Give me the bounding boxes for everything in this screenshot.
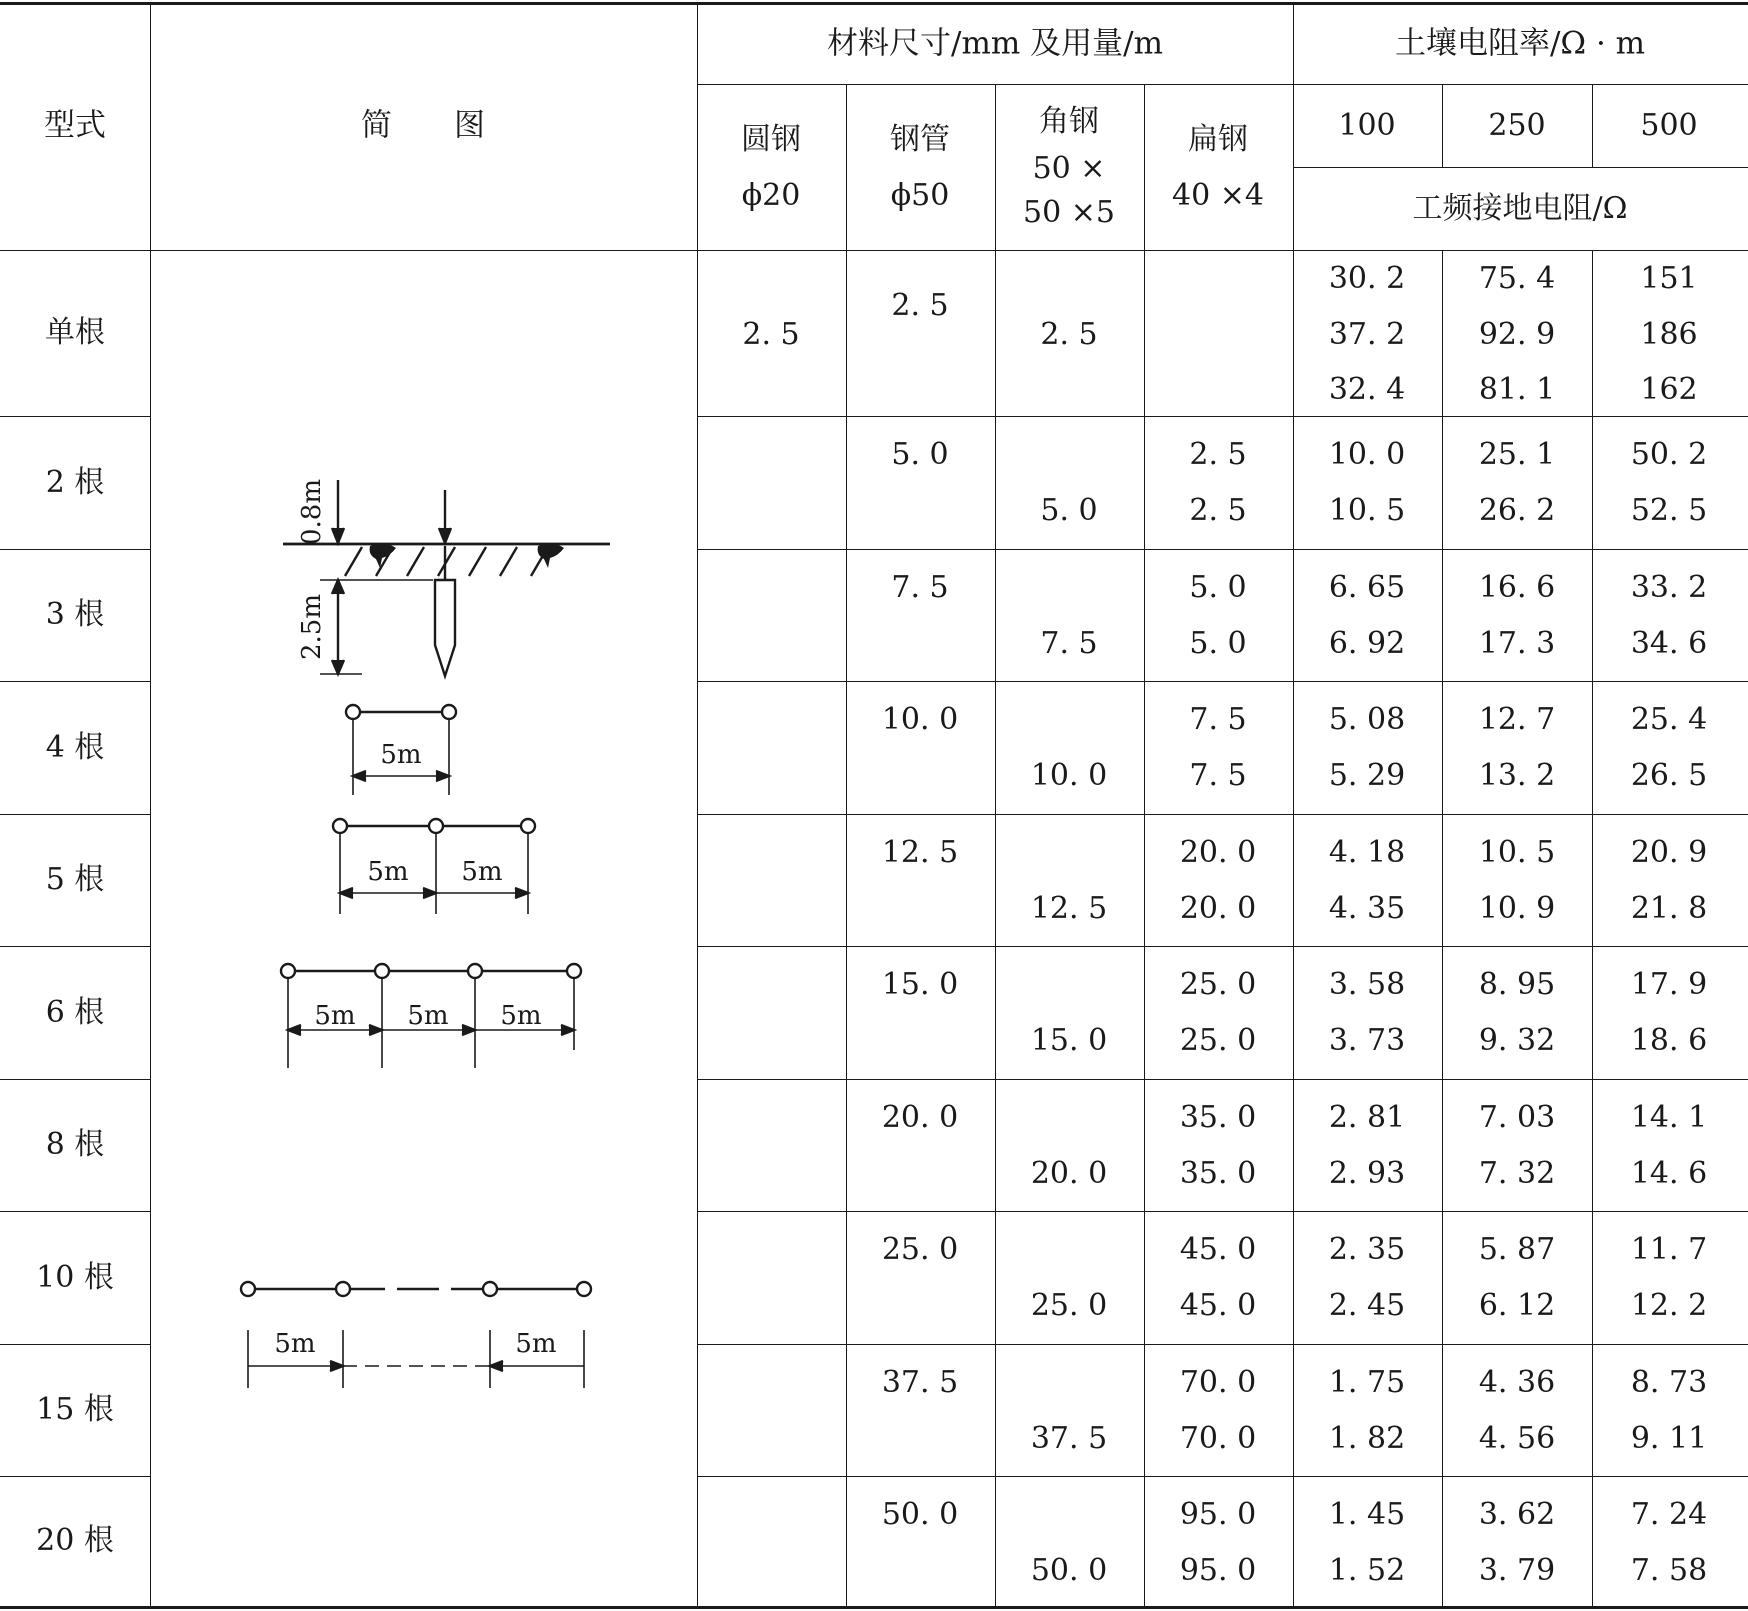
row-type-label: 6 根 — [45, 994, 105, 1030]
electrode-circle — [336, 1282, 350, 1296]
cell-steel-pipe: 20. 0 — [881, 1100, 959, 1135]
electrode-circle — [483, 1282, 497, 1296]
cell-angle-steel: 25. 0 — [1030, 1288, 1108, 1323]
row-type-label: 8 根 — [45, 1127, 105, 1162]
electrode-circle — [442, 705, 456, 719]
length-arrow — [332, 660, 344, 674]
cell-steel-pipe: 15. 0 — [881, 967, 959, 1002]
cell-resistance-100: 10. 5 — [1328, 493, 1406, 528]
cell-resistance-250: 6. 12 — [1478, 1288, 1556, 1323]
cell-steel-pipe: 2. 5 — [891, 288, 949, 323]
cell-resistance-100: 2. 35 — [1328, 1232, 1406, 1267]
cell-flat-steel: 45. 0 — [1179, 1232, 1257, 1267]
electrode-rod — [435, 580, 455, 676]
cell-resistance-500: 52. 5 — [1630, 493, 1708, 528]
spacing-label: 5m — [314, 1001, 356, 1031]
cell-steel-pipe: 10. 0 — [881, 702, 959, 737]
row-type-label: 2 根 — [45, 464, 105, 500]
cell-resistance-250: 3. 62 — [1478, 1497, 1556, 1532]
cell-resistance-100: 30. 2 — [1328, 261, 1406, 296]
cell-flat-steel: 7. 5 — [1189, 758, 1247, 793]
cell-resistance-100: 2. 81 — [1328, 1100, 1406, 1135]
header-angle-steel: 角钢 — [1039, 104, 1099, 139]
depth-arrow — [332, 528, 344, 543]
spacing-label: 5m — [380, 740, 422, 770]
cell-resistance-100: 6. 65 — [1328, 570, 1406, 605]
cell-flat-steel: 2. 5 — [1189, 493, 1247, 528]
cell-resistance-100: 5. 29 — [1328, 758, 1406, 793]
cell-resistance-250: 10. 5 — [1478, 835, 1556, 870]
cell-resistance-250: 17. 3 — [1478, 626, 1556, 661]
depth-arrow — [439, 528, 451, 543]
cell-angle-steel: 37. 5 — [1030, 1421, 1108, 1456]
cell-flat-steel: 2. 5 — [1189, 437, 1247, 472]
cell-resistance-500: 17. 9 — [1630, 967, 1708, 1002]
spacing-label: 5m — [274, 1329, 316, 1359]
spacing-label: 5m — [500, 1001, 542, 1031]
cell-resistance-250: 3. 79 — [1478, 1553, 1556, 1588]
cell-angle-steel: 50. 0 — [1030, 1553, 1108, 1588]
cell-resistance-500: 34. 6 — [1630, 626, 1708, 661]
cell-angle-steel: 10. 0 — [1030, 758, 1108, 793]
cell-flat-steel: 20. 0 — [1179, 835, 1257, 870]
electrode-circle — [429, 819, 443, 833]
cell-steel-pipe: 25. 0 — [881, 1232, 959, 1267]
row-type-label: 20 根 — [36, 1523, 114, 1558]
row-type-label: 5 根 — [45, 862, 105, 897]
cell-resistance-500: 9. 11 — [1630, 1421, 1708, 1456]
cell-resistance-100: 1. 45 — [1328, 1497, 1406, 1532]
cell-resistance-250: 12. 7 — [1478, 702, 1556, 737]
cell-flat-steel: 45. 0 — [1179, 1288, 1257, 1323]
length-label: 2.5m — [297, 593, 327, 661]
cell-flat-steel: 5. 0 — [1189, 570, 1247, 605]
header-resistivity-500: 500 — [1640, 108, 1698, 143]
electrode-circle — [521, 819, 535, 833]
cell-round-steel: 2. 5 — [742, 317, 800, 352]
cell-angle-steel: 20. 0 — [1030, 1156, 1108, 1191]
cell-resistance-500: 11. 7 — [1630, 1232, 1708, 1267]
cell-resistance-100: 6. 92 — [1328, 626, 1406, 661]
cell-resistance-100: 3. 58 — [1328, 967, 1406, 1002]
cell-resistance-100: 3. 73 — [1328, 1023, 1406, 1058]
cell-resistance-500: 8. 73 — [1630, 1365, 1708, 1400]
cell-flat-steel: 20. 0 — [1179, 891, 1257, 926]
cell-resistance-250: 9. 32 — [1478, 1023, 1556, 1058]
cell-flat-steel: 70. 0 — [1179, 1421, 1257, 1456]
header-diagram: 简 图 — [361, 107, 485, 144]
cell-angle-steel: 2. 5 — [1040, 317, 1098, 352]
cell-resistance-250: 4. 36 — [1478, 1365, 1556, 1400]
cell-steel-pipe: 5. 0 — [891, 437, 949, 472]
cell-angle-steel: 7. 5 — [1040, 626, 1098, 661]
cell-angle-steel: 15. 0 — [1030, 1023, 1108, 1058]
cell-flat-steel: 35. 0 — [1179, 1100, 1257, 1135]
cell-flat-steel: 7. 5 — [1189, 702, 1247, 737]
cell-resistance-500: 186 — [1640, 317, 1698, 352]
cell-flat-steel: 70. 0 — [1179, 1365, 1257, 1400]
electrode-circle — [333, 819, 347, 833]
length-arrow — [332, 580, 344, 594]
cell-angle-steel: 5. 0 — [1040, 493, 1098, 528]
cell-resistance-500: 26. 5 — [1630, 758, 1708, 793]
cell-resistance-250: 81. 1 — [1478, 372, 1556, 407]
cell-flat-steel: 25. 0 — [1179, 1023, 1257, 1058]
cell-resistance-100: 32. 4 — [1328, 372, 1406, 407]
cell-resistance-250: 4. 56 — [1478, 1421, 1556, 1456]
cell-steel-pipe: 50. 0 — [881, 1497, 959, 1532]
electrode-circle — [375, 964, 389, 978]
soil-blob — [370, 543, 564, 568]
header-steel-pipe-size: ϕ50 — [890, 178, 950, 213]
header-steel-pipe: 钢管 — [890, 122, 950, 157]
cell-resistance-250: 5. 87 — [1478, 1232, 1556, 1267]
cell-resistance-500: 20. 9 — [1630, 835, 1708, 870]
cell-resistance-250: 75. 4 — [1478, 261, 1556, 296]
cell-resistance-100: 4. 18 — [1328, 835, 1406, 870]
header-resistivity-100: 100 — [1338, 108, 1396, 143]
cell-resistance-250: 13. 2 — [1478, 758, 1556, 793]
cell-resistance-500: 14. 1 — [1630, 1100, 1708, 1135]
spacing-arrow — [353, 771, 366, 781]
spacing-label: 5m — [515, 1329, 557, 1359]
cell-flat-steel: 95. 0 — [1179, 1553, 1257, 1588]
cell-resistance-500: 25. 4 — [1630, 702, 1708, 737]
header-material-group: 材料尺寸/mm 及用量/m — [827, 25, 1163, 62]
cell-resistance-100: 1. 75 — [1328, 1365, 1406, 1400]
cell-flat-steel: 95. 0 — [1179, 1497, 1257, 1532]
cell-resistance-500: 14. 6 — [1630, 1156, 1708, 1191]
header-round-steel: 圆钢 — [741, 122, 801, 157]
electrode-circle — [567, 964, 581, 978]
header-flat-steel: 扁钢 — [1188, 122, 1248, 157]
row-type-label: 单根 — [45, 315, 105, 350]
cell-resistance-100: 2. 93 — [1328, 1156, 1406, 1191]
spacing-label: 5m — [367, 857, 409, 887]
cell-resistance-250: 7. 03 — [1478, 1100, 1556, 1135]
header-power-freq-resistance: 工频接地电阻/Ω — [1412, 191, 1628, 226]
cell-resistance-500: 7. 24 — [1630, 1497, 1708, 1532]
cell-flat-steel: 25. 0 — [1179, 967, 1257, 1002]
header-angle-steel-size-2: 50 ×5 — [1023, 195, 1115, 230]
row-type-label: 4 根 — [45, 729, 105, 765]
cell-steel-pipe: 12. 5 — [881, 835, 959, 870]
cell-resistance-250: 92. 9 — [1478, 317, 1556, 352]
cell-resistance-250: 8. 95 — [1478, 967, 1556, 1002]
row-type-label: 15 根 — [36, 1392, 114, 1427]
electrode-circle — [281, 964, 295, 978]
cell-resistance-100: 2. 45 — [1328, 1288, 1406, 1323]
cell-resistance-250: 10. 9 — [1478, 891, 1556, 926]
cell-flat-steel: 5. 0 — [1189, 626, 1247, 661]
cell-steel-pipe: 7. 5 — [891, 570, 949, 605]
cell-resistance-500: 18. 6 — [1630, 1023, 1708, 1058]
header-flat-steel-size: 40 ×4 — [1172, 178, 1264, 213]
spacing-arrow — [436, 771, 449, 781]
cell-resistance-100: 4. 35 — [1328, 891, 1406, 926]
electrode-circle — [468, 964, 482, 978]
cell-angle-steel: 12. 5 — [1030, 891, 1108, 926]
row-type-label: 3 根 — [45, 597, 105, 632]
cell-resistance-500: 7. 58 — [1630, 1553, 1708, 1588]
header-resistivity-250: 250 — [1488, 108, 1546, 143]
electrode-circle — [577, 1282, 591, 1296]
cell-resistance-500: 162 — [1640, 372, 1698, 407]
cell-resistance-100: 10. 0 — [1328, 437, 1406, 472]
spacing-label: 5m — [407, 1001, 449, 1031]
cell-resistance-250: 25. 1 — [1478, 437, 1556, 472]
cell-flat-steel: 35. 0 — [1179, 1156, 1257, 1191]
cell-resistance-100: 37. 2 — [1328, 317, 1406, 352]
cell-resistance-500: 151 — [1640, 261, 1698, 296]
depth-label: 0.8m — [297, 478, 327, 546]
cell-resistance-100: 1. 82 — [1328, 1421, 1406, 1456]
cell-resistance-500: 33. 2 — [1630, 570, 1708, 605]
cell-resistance-500: 50. 2 — [1630, 437, 1708, 472]
spacing-label: 5m — [461, 857, 503, 887]
cell-resistance-100: 5. 08 — [1328, 702, 1406, 737]
cell-resistance-250: 26. 2 — [1478, 493, 1556, 528]
cell-resistance-500: 21. 8 — [1630, 891, 1708, 926]
row-type-label: 10 根 — [36, 1259, 114, 1295]
cell-resistance-100: 1. 52 — [1328, 1553, 1406, 1588]
header-angle-steel-size-1: 50 × — [1032, 151, 1106, 186]
header-round-steel-size: ϕ20 — [741, 178, 801, 213]
header-type: 型式 — [44, 107, 106, 144]
cell-resistance-250: 16. 6 — [1478, 570, 1556, 605]
electrode-circle — [346, 705, 360, 719]
cell-steel-pipe: 37. 5 — [881, 1365, 959, 1400]
cell-resistance-500: 12. 2 — [1630, 1288, 1708, 1323]
cell-resistance-250: 7. 32 — [1478, 1156, 1556, 1191]
electrode-circle — [241, 1282, 255, 1296]
header-resistivity-group: 土壤电阻率/Ω · m — [1394, 25, 1646, 62]
